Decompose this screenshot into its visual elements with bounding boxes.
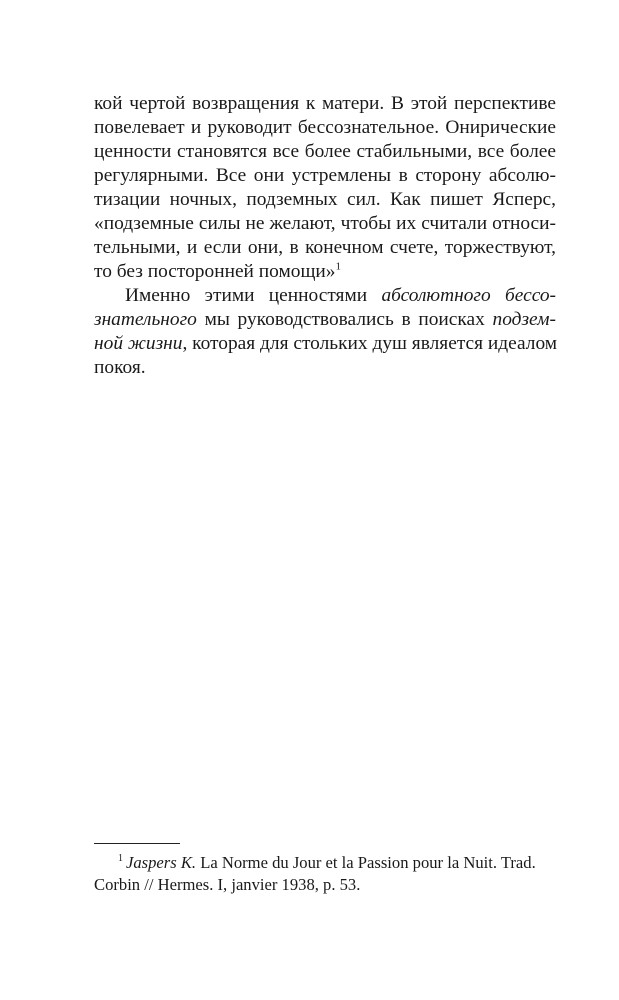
footnote-line [94, 852, 556, 873]
italic-segment: абсолютного бессо- [381, 285, 556, 306]
text-line: регулярными. Все они устремлены в сторону абсолю- [94, 165, 556, 186]
text-line: кой чертой возвращения к матери. В этой перспективе [94, 93, 556, 114]
text-line: тельными, и если они, в конечном счете, торжествуют, [94, 237, 556, 258]
italic-segment: подзем- [492, 309, 556, 330]
italic-segment: ной жизни [94, 333, 183, 354]
text-line: тизации ночных, подземных сил. Как пишет Ясперс, [94, 189, 556, 210]
text-line [94, 260, 556, 284]
footnote-text: La Norme du Jour et la Passion pour la Nuit. Trad. [196, 853, 536, 872]
footnote-author: Jaspers K. [126, 853, 197, 872]
text-segment: Именно этими ценностями [125, 285, 382, 306]
text-segment: то без посторонней помощи» [94, 261, 336, 282]
italic-segment: знательного [94, 309, 197, 330]
text-segment: , которая для стольких душ является идеалом [182, 333, 558, 354]
footnote-reference[interactable]: 1 [335, 260, 341, 273]
text-segment: мы руководствовались в поисках [196, 309, 493, 330]
text-line [94, 332, 556, 356]
text-line: ценности становятся все более стабильными, все более [94, 141, 556, 162]
footnote-number: 1 [118, 853, 123, 865]
footnote-separator [94, 843, 180, 844]
text-line [94, 284, 556, 308]
text-line: повелевает и руководит бессознательное. Онирические [94, 117, 556, 138]
text-line: «подземные силы не желают, чтобы их считали относи- [94, 213, 556, 234]
text-line: покоя. [94, 357, 146, 378]
text-line [94, 308, 556, 332]
footnote-line: Corbin // Hermes. I, janvier 1938, p. 53. [94, 875, 361, 894]
